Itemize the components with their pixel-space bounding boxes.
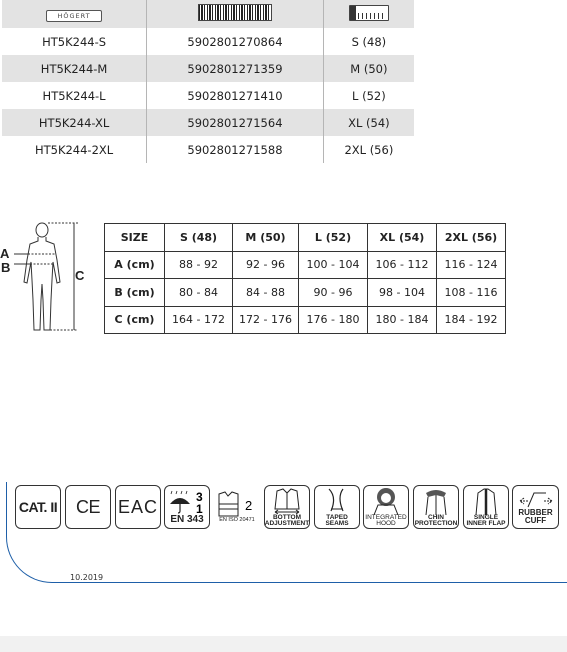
hogert-logo-icon [2, 0, 147, 28]
row-label: A (cm) [105, 251, 165, 279]
feature-label: CHIN [428, 513, 444, 521]
size-column-header: M (50) [233, 224, 299, 252]
size-value: 164 - 172 [165, 306, 233, 334]
size-header: SIZE [105, 224, 165, 252]
size-value: 184 - 192 [437, 306, 506, 334]
measurement-label-a: A [0, 246, 10, 261]
row-label: B (cm) [105, 279, 165, 307]
barcode-icon-cell [147, 0, 324, 28]
product-size: S (48) [323, 28, 414, 55]
flap-icon [468, 487, 504, 515]
inner-flap-icon [463, 485, 509, 529]
hood-icon [368, 487, 404, 515]
rain-class-top: 3 [196, 489, 203, 504]
size-value: 90 - 96 [299, 279, 368, 307]
table-row [105, 251, 506, 279]
size-value: 176 - 180 [299, 306, 368, 334]
ean-code: 5902801271564 [147, 109, 324, 136]
revision-date: 10.2019 [64, 573, 109, 582]
product-code: HT5K244-M [2, 55, 147, 82]
size-value: 108 - 116 [437, 279, 506, 307]
ean-code: 5902801270864 [147, 28, 324, 55]
product-table-header [2, 0, 414, 28]
feature-label: TAPED [326, 513, 348, 521]
ean-code: 5902801271359 [147, 55, 324, 82]
hi-vis-standard: EN ISO 20471 [219, 517, 255, 523]
rain-class-bottom: 1 [196, 501, 203, 514]
ean-code: 5902801271588 [147, 136, 324, 163]
bottom-strip [0, 636, 567, 652]
table-row [2, 28, 414, 55]
hogert-logo: HÖGERT [46, 10, 101, 22]
jacket-bottom-icon [269, 487, 305, 515]
eac-mark-icon [115, 485, 161, 529]
feature-label: INTEGRATED [365, 513, 407, 521]
feature-label: ADJUSTMENT [264, 520, 310, 527]
feature-label: RUBBER [518, 508, 553, 517]
table-row [105, 306, 506, 334]
size-value: 106 - 112 [368, 251, 437, 279]
feature-label: SINGLE [473, 513, 499, 521]
ce-mark-icon [65, 485, 111, 529]
barcode-icon [198, 4, 272, 21]
size-value: 100 - 104 [299, 251, 368, 279]
bottom-adjustment-icon [264, 485, 310, 529]
size-column-header: XL (54) [368, 224, 437, 252]
chin-protection-icon [413, 485, 459, 529]
size-chart-header [105, 224, 506, 252]
measurement-label-c: C [75, 268, 85, 283]
product-size: XL (54) [323, 109, 414, 136]
row-label: C (cm) [105, 306, 165, 334]
umbrella-icon [166, 490, 208, 514]
product-code: HT5K244-XL [2, 109, 147, 136]
size-value: 116 - 124 [437, 251, 506, 279]
size-tag-icon [349, 5, 389, 21]
table-row [2, 55, 414, 82]
product-size: L (52) [323, 82, 414, 109]
measurement-label-b: B [1, 260, 11, 275]
size-value: 180 - 184 [368, 306, 437, 334]
product-size: M (50) [323, 55, 414, 82]
size-column-header: L (52) [299, 224, 368, 252]
size-column-header: S (48) [165, 224, 233, 252]
ean-code: 5902801271410 [147, 82, 324, 109]
feature-label: SEAMS [325, 520, 349, 527]
feature-label: PROTECTION [414, 520, 458, 527]
product-size: 2XL (56) [323, 136, 414, 163]
table-row [2, 109, 414, 136]
cat-ii-icon [15, 485, 61, 529]
cat-label: CAT. II [18, 499, 58, 515]
seam-icon [319, 487, 355, 515]
product-code-table [2, 0, 414, 163]
body-measurement-figure [0, 220, 90, 335]
size-value: 172 - 176 [233, 306, 299, 334]
feature-label: HOOD [376, 520, 396, 527]
rain-protection-icon [164, 485, 210, 529]
hi-vis-icon [213, 485, 261, 529]
eac-label: EAC [117, 496, 158, 517]
feature-label: CUFF [524, 516, 547, 525]
product-code: HT5K244-L [2, 82, 147, 109]
table-row [2, 82, 414, 109]
table-row [105, 279, 506, 307]
integrated-hood-icon [363, 485, 409, 529]
rubber-cuff-icon [512, 485, 559, 529]
cuff-icon [518, 489, 554, 509]
size-value: 88 - 92 [165, 251, 233, 279]
size-value: 80 - 84 [165, 279, 233, 307]
product-code: HT5K244-2XL [2, 136, 147, 163]
rain-standard: EN 343 [170, 513, 204, 525]
size-value: 84 - 88 [233, 279, 299, 307]
size-value: 92 - 96 [233, 251, 299, 279]
hi-vis-vest-icon [215, 491, 259, 517]
feature-label: INNER FLAP [466, 520, 506, 527]
size-tag-icon-cell [323, 0, 414, 28]
size-value: 98 - 104 [368, 279, 437, 307]
product-code: HT5K244-S [2, 28, 147, 55]
table-row [2, 136, 414, 163]
size-chart-table [104, 223, 506, 334]
feature-label: BOTTOM [272, 513, 302, 521]
size-column-header: 2XL (56) [437, 224, 506, 252]
taped-seams-icon [314, 485, 360, 529]
hi-vis-class: 2 [245, 498, 253, 513]
ce-label: CE [75, 496, 100, 517]
collar-icon [418, 487, 454, 515]
